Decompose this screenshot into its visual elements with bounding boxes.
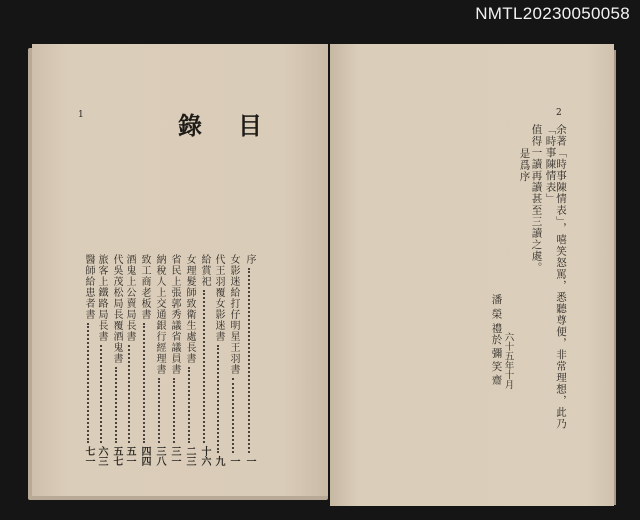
author-name: 潘榮禮 (490, 294, 503, 338)
page-number: 2 (556, 108, 562, 118)
preface-line: 值得一讀再讀甚至三讀之處。 (530, 124, 543, 274)
toc-entry-page: 五一 (124, 446, 135, 466)
dot-leader (203, 290, 205, 443)
title-char: 目 (238, 111, 262, 140)
toc-entry-page: 六三 (96, 446, 107, 466)
toc-entry (198, 254, 210, 466)
page-number: 1 (78, 110, 84, 120)
dot-leader (87, 323, 89, 443)
toc-entry (183, 254, 195, 466)
toc-entry-page: 五七 (111, 446, 122, 466)
toc-entry (227, 254, 239, 466)
toc-entry-page: 二三 (184, 446, 195, 466)
title-char: 錄 (178, 111, 202, 140)
toc-entry-title: 序 (244, 254, 255, 265)
dot-leader (115, 367, 117, 443)
toc-entry-page: 十六 (199, 446, 210, 466)
toc-entry-title: 代吳茂松局長覆酒鬼書 (111, 254, 122, 364)
toc-entry-title: 醫師給患者書 (83, 254, 94, 320)
toc-entry-title: 代王羽覆女影迷書 (213, 254, 224, 342)
toc-entry-title: 納稅人上交通銀行經理書 (154, 254, 165, 375)
toc-entry (138, 254, 150, 466)
preface-line: 是爲序 (518, 148, 531, 183)
dot-leader (232, 378, 234, 453)
dot-leader (188, 367, 190, 443)
toc-entry-page: 一 (244, 456, 255, 466)
preface-line: 余著「時事陳情表」，嘻笑怒罵，悉聽尊便，非常理想，此乃「時事陳情表」 (544, 124, 567, 430)
dot-leader (100, 345, 102, 443)
dot-leader (248, 268, 250, 453)
toc-entry-title: 給賞祀 (199, 254, 210, 287)
dot-leader (158, 378, 160, 443)
toc-entry (123, 254, 135, 466)
toc-entry (95, 254, 107, 466)
toc-entry-title: 省民上張郭秀議省議員書 (169, 254, 180, 375)
toc-entry-title: 女理髮師致衛生處長書 (184, 254, 195, 364)
toc-entry (168, 254, 180, 466)
left-page (32, 44, 328, 496)
toc-entry-page: 一 (228, 456, 239, 466)
toc-entry-title: 致工商老板書 (139, 254, 150, 320)
toc-entry-page: 三八 (154, 446, 165, 466)
dot-leader (173, 378, 175, 443)
dot-leader (143, 323, 145, 443)
toc-entry (243, 254, 255, 466)
toc-entry-title: 酒鬼上公賣局長書 (124, 254, 135, 342)
dot-leader (217, 345, 219, 453)
toc-entry-page: 九 (213, 456, 224, 466)
toc-entry (153, 254, 165, 466)
toc-entry (212, 254, 224, 466)
toc-entry-page: 四四 (139, 446, 150, 466)
toc-entry (82, 254, 94, 466)
toc-entry-page: 七一 (83, 446, 94, 466)
catalog-id-label: NMTL20230050058 (475, 4, 630, 23)
date: 六十五年十月 (502, 332, 514, 389)
toc-entry-page: 三一 (169, 446, 180, 466)
toc-entry-title: 旅客上鐵路局長書 (96, 254, 107, 342)
toc-entry-title: 女影迷給打仔明星王羽書 (228, 254, 239, 375)
right-page (330, 44, 614, 506)
studio-name: 於彌笑齋 (490, 334, 503, 388)
toc-entry (110, 254, 122, 466)
dot-leader (128, 345, 130, 443)
